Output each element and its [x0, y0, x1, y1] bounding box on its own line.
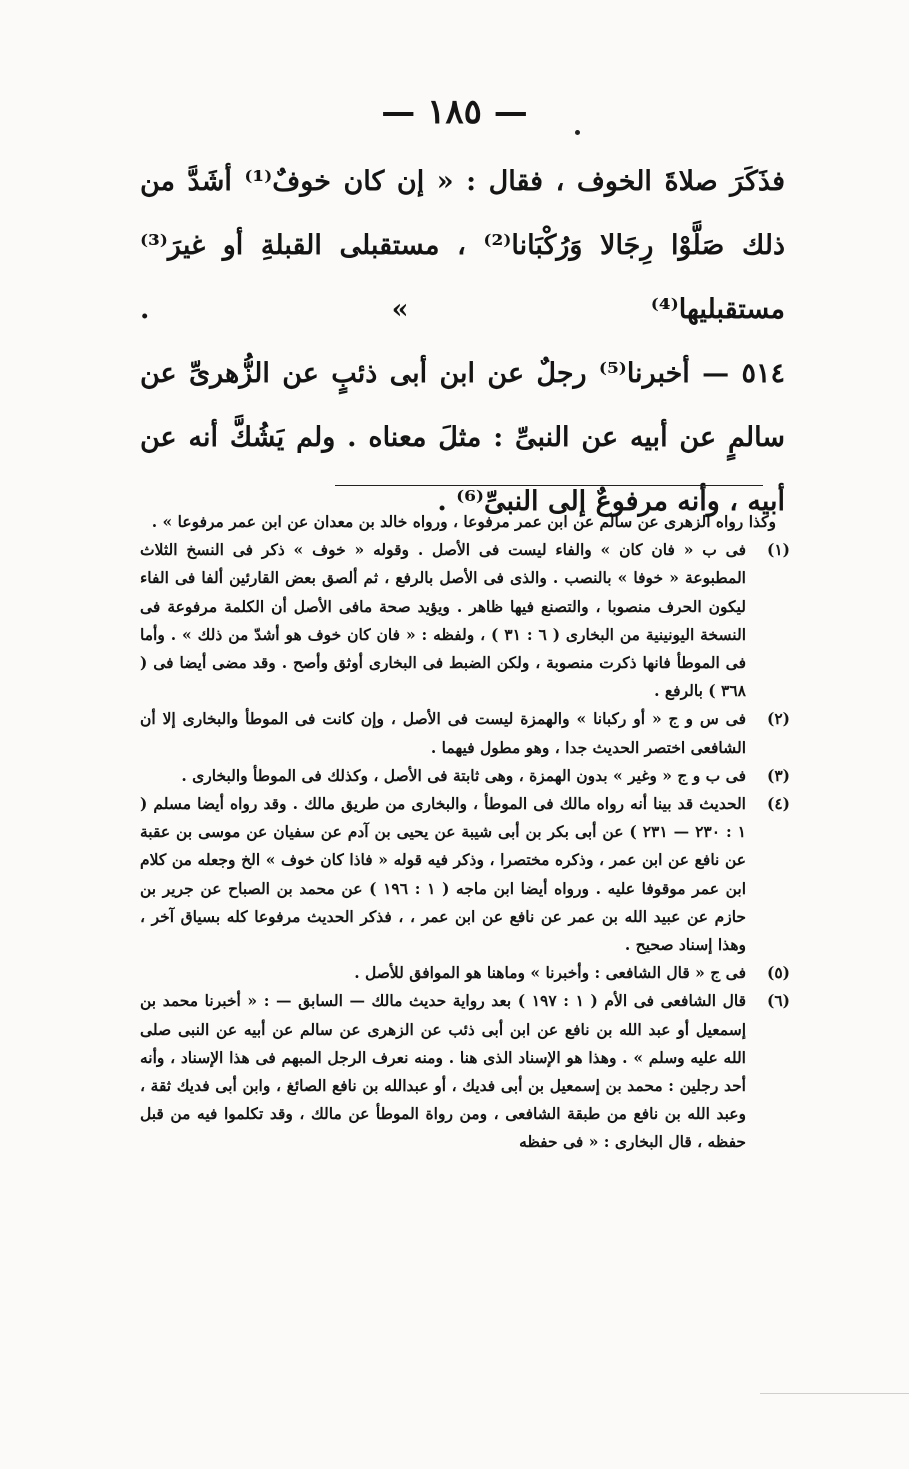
footnote: [140, 762, 790, 790]
footnote-number: (٣): [766, 765, 790, 785]
footnote: [140, 959, 790, 987]
footnote-text: فى ب « فان كان » والفاء ليست فى الأصل . وقوله « خوف » ذكر فى النسخ الثلاث المطبوعة « خوفا » بالنصب . والذى فى الأصل بالرفع ، ثم ألصق بعض القارئين ألفا فى الفاء ليكون الحرف منصوبا ، والتصنع فيها ظاهر . ويؤيد صحة مافى الأصل أن الكلمة مرفوعة فى النسخة اليونينية من البخارى ( ٦ : ٣١ ) ، ولفظه : « فان كان خوف هو أشدّ من ذلك » . وأما فى الموطأ فانها ذكرت منصوبة ، ولكن الضبط فى البخارى أوثق وأصح . وقد مضى أيضا فى ( ٣٦٨ ) بالرفع .: [140, 540, 747, 701]
footnote-number: (٤): [766, 794, 790, 814]
footnote-number: (٦): [766, 991, 790, 1011]
footnote-number: (٥): [766, 963, 790, 983]
footnote: [140, 790, 790, 959]
main-text: [140, 150, 785, 534]
page-number: — ١٨٥ —: [381, 92, 528, 132]
footnote-divider: [335, 485, 763, 486]
footnote-number: (١): [766, 540, 790, 560]
footnote-text: فى ب و ج « وغير » بدون الهمزة ، وهى ثابتة فى الأصل ، وكذلك فى الموطأ والبخارى .: [181, 765, 746, 785]
footnote-text: فى ج « قال الشافعى : وأخبرنا » وماهنا هو الموافق للأصل .: [354, 963, 746, 983]
footnotes: [140, 508, 790, 1157]
footnote-text: قال الشافعى فى الأم ( ١ : ١٩٧ ) بعد رواية حديث مالك — السابق — : « أخبرنا محمد بن إسمعيل أو عبد الله بن نافع عن ابن أبى ذئب عن الزهرى عن سالم عن أبيه عن النبى صلى الله عليه وسلم » . وهذا هو الإسناد الذى هنا . ومنه نعرف الرجل المبهم فى هذا الإسناد ، وأنه أحد رجلين : محمد بن إسمعيل بن أبى فديك ، أو عبدالله بن نافع الصائغ ، وابن أبى فديك ثقة ، وعبد الله بن نافع من طبقة الشافعى ، ومن رواة الموطأ عن مالك ، وقد تكلموا فيه من قبل حفظه ، قال البخارى : « فى حفظه: [140, 991, 747, 1152]
footnote: [140, 705, 790, 761]
page-fold-line: [760, 1393, 909, 1394]
footnote-text: الحديث قد بينا أنه رواه مالك فى الموطأ ، والبخارى من طريق مالك . وقد رواه أيضا مسلم ( ١ : ٢٣٠ — ٢٣١ ) عن أبى بكر بن أبى شيبة عن يحيى بن آدم عن سفيان عن موسى بن عقبة عن نافع عن ابن عمر ، وذكره مختصرا ، وذكر فيه قوله « فاذا كان خوف » الخ وجعله من كلام ابن عمر موقوفا عليه . ورواه أيضا ابن ماجه ( ١ : ١٩٦ ) عن محمد بن الصباح عن جرير بن حازم عن عبيد الله بن عمر عن نافع عن ابن عمر ، ، فذكر الحديث مرفوعا كله بسياق آخر ، وهذا إسناد صحيح .: [140, 794, 747, 955]
footnote-number: (٢): [766, 709, 790, 729]
ink-speck: [575, 130, 580, 135]
footnote: [140, 987, 790, 1156]
main-paragraph: فذَكَرَ صلاةَ الخوف ، فقال : « إن كان خوفٌ⁽¹⁾ أشَدَّ من ذلك صَلَّوْا رِجَالا وَرُكْبَانا⁽²⁾ ، مستقبلى القبلةِ أو غيرَ⁽³⁾ مستقبليها⁽⁴⁾ » .: [140, 166, 785, 325]
footnote-text: فى س و ج « أو ركبانا » والهمزة ليست فى الأصل ، وإن كانت فى الموطأ والبخارى إلا أن الشافعى اختصر الحديث جدا ، وهو مطول فيهما .: [140, 709, 746, 757]
footnote: [140, 536, 790, 705]
main-paragraph: ٥١٤ — أخبرنا⁽⁵⁾ رجلٌ عن ابن أبى ذئبٍ عن الزُّهرىِّ عن سالمٍ عن أبيه عن النبىِّ : مثلَ معناه . ولم يَشُكَّ أنه عن أبيه ، وأنه مرفوعٌ إلى النبىِّ⁽⁶⁾ .: [140, 358, 785, 517]
footnote-continuation: وكذا رواه الزهرى عن سالم عن ابن عمر مرفوعا ، ورواه خالد بن معدان عن ابن عمر مرفوعا » .: [151, 512, 776, 531]
